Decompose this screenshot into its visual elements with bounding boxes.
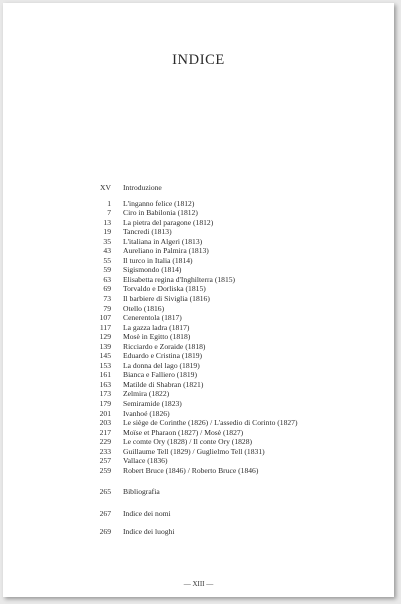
toc-entry bbox=[89, 304, 298, 314]
toc-page-number: 161 bbox=[99, 370, 111, 380]
toc-entry-label: Indice dei nomi bbox=[123, 508, 171, 518]
toc-entry bbox=[89, 447, 298, 457]
toc-entry bbox=[89, 370, 298, 380]
toc-entry bbox=[89, 380, 298, 390]
toc-entry bbox=[89, 265, 298, 275]
toc-entry bbox=[89, 428, 298, 438]
toc-page-number: 203 bbox=[99, 418, 111, 428]
toc-entry bbox=[89, 509, 298, 519]
toc-entry bbox=[89, 218, 298, 228]
toc-page-number: 79 bbox=[103, 303, 111, 313]
toc-page-number: 1 bbox=[107, 198, 111, 208]
toc-entry-label: Ciro in Babilonia (1812) bbox=[123, 208, 198, 218]
toc-entry-label: Cenerentola (1817) bbox=[123, 313, 182, 323]
toc-page-number: 117 bbox=[99, 322, 111, 332]
toc-entry bbox=[89, 183, 298, 193]
toc-entry-label: Moïse et Pharaon (1827) / Mosè (1827) bbox=[123, 427, 244, 437]
toc-entry-label: Introduzione bbox=[123, 183, 162, 192]
toc-entry-label: Eduardo e Cristina (1819) bbox=[123, 351, 203, 361]
toc-entry-label: L'italiana in Algeri (1813) bbox=[123, 236, 203, 246]
toc-page-number: 59 bbox=[103, 265, 111, 275]
toc-entry bbox=[89, 437, 298, 447]
toc-entry bbox=[89, 227, 298, 237]
toc-entry-label: Guillaume Tell (1829) / Guglielmo Tell (1831) bbox=[123, 446, 265, 456]
toc-entry-label: Ivanhoé (1826) bbox=[123, 408, 170, 418]
toc-entry-label: La gazza ladra (1817) bbox=[123, 322, 190, 332]
toc-entry-label: Bibliografia bbox=[123, 487, 160, 497]
toc-page-number: 129 bbox=[99, 332, 111, 342]
toc-entry-label: Semiramide (1823) bbox=[123, 399, 182, 409]
toc-page-number: 55 bbox=[103, 255, 111, 265]
toc-page-number: 7 bbox=[107, 208, 111, 218]
toc-page-number: 233 bbox=[99, 446, 111, 456]
toc-page-number: 43 bbox=[103, 246, 111, 256]
toc-entry-label: Elisabetta regina d'Inghilterra (1815) bbox=[123, 274, 236, 284]
toc-page-number: 139 bbox=[99, 341, 111, 351]
toc-page-number: 13 bbox=[103, 217, 111, 227]
toc-page-number: 217 bbox=[99, 427, 111, 437]
toc-entry bbox=[89, 237, 298, 247]
toc-entry bbox=[89, 275, 298, 285]
toc-page-number: 153 bbox=[99, 360, 111, 370]
toc-entry bbox=[89, 284, 298, 294]
toc-page-number: 73 bbox=[103, 294, 111, 304]
toc-entry bbox=[89, 418, 298, 428]
table-of-contents bbox=[89, 183, 298, 536]
toc-entry-label: Bianca e Falliero (1819) bbox=[123, 370, 198, 380]
toc-page-number: 179 bbox=[99, 399, 111, 409]
toc-page-number: 229 bbox=[99, 437, 111, 447]
toc-entry-label: La donna del lago (1819) bbox=[123, 360, 200, 370]
toc-page-number: 163 bbox=[99, 379, 111, 389]
toc-entry-label: Mosè in Egitto (1818) bbox=[123, 332, 191, 342]
toc-entry bbox=[89, 323, 298, 333]
toc-entry-label: Zelmira (1822) bbox=[123, 389, 170, 399]
toc-page-number: 145 bbox=[99, 351, 111, 361]
toc-page-number: 269 bbox=[99, 526, 111, 536]
toc-entry bbox=[89, 313, 298, 323]
toc-entry-label: Otello (1816) bbox=[123, 303, 165, 313]
toc-page-number: 35 bbox=[103, 236, 111, 246]
toc-entry bbox=[89, 199, 298, 209]
toc-entry-label: Ricciardo e Zoraide (1818) bbox=[123, 341, 206, 351]
toc-entry-label: Torvaldo e Dorliska (1815) bbox=[123, 284, 206, 294]
toc-entry-label: Sigismondo (1814) bbox=[123, 265, 182, 275]
toc-page-number: 257 bbox=[99, 456, 111, 466]
toc-entry-label: Vallace (1836) bbox=[123, 456, 168, 466]
toc-entry bbox=[89, 399, 298, 409]
toc-entry-label: Il turco in Italia (1814) bbox=[123, 255, 193, 265]
toc-entry-label: Indice dei luoghi bbox=[123, 526, 175, 536]
toc-entry bbox=[89, 389, 298, 399]
toc-entry-label: Aureliano in Palmira (1813) bbox=[123, 246, 209, 256]
toc-entry bbox=[89, 342, 298, 352]
toc-page-number: 259 bbox=[99, 465, 111, 475]
toc-entry bbox=[89, 409, 298, 419]
toc-page-number: 265 bbox=[99, 487, 111, 497]
toc-entry bbox=[89, 208, 298, 218]
book-page bbox=[3, 3, 394, 597]
toc-entry bbox=[89, 361, 298, 371]
toc-entry-label: L'inganno felice (1812) bbox=[123, 198, 195, 208]
toc-page-number: 201 bbox=[99, 408, 111, 418]
toc-page-number: 173 bbox=[99, 389, 111, 399]
toc-page-number: XV bbox=[100, 183, 111, 192]
toc-entry bbox=[89, 527, 298, 537]
toc-entry bbox=[89, 332, 298, 342]
toc-entry-label: Matilde di Shabran (1821) bbox=[123, 379, 204, 389]
toc-entry bbox=[89, 256, 298, 266]
toc-entry bbox=[89, 351, 298, 361]
toc-entry-label: Robert Bruce (1846) / Roberto Bruce (1846) bbox=[123, 465, 259, 475]
toc-page-number: 267 bbox=[99, 508, 111, 518]
toc-entry bbox=[89, 294, 298, 304]
toc-page-number: 69 bbox=[103, 284, 111, 294]
toc-entry-label: Tancredi (1813) bbox=[123, 227, 172, 237]
toc-entry-label: Le siège de Corinthe (1826) / L'assedio di Corinto (1827) bbox=[123, 418, 298, 428]
toc-entry bbox=[89, 487, 298, 497]
page-folio: — XIII — bbox=[183, 580, 214, 588]
toc-page-number: 63 bbox=[103, 274, 111, 284]
toc-page-number: 107 bbox=[99, 313, 111, 323]
toc-entry bbox=[89, 456, 298, 466]
toc-entry-label: Il barbiere di Siviglia (1816) bbox=[123, 294, 210, 304]
toc-entry-label: La pietra del paragone (1812) bbox=[123, 217, 214, 227]
page-title: INDICE bbox=[172, 52, 225, 68]
toc-entry-label: Le comte Ory (1828) / Il conte Ory (1828) bbox=[123, 437, 253, 447]
toc-entry bbox=[89, 466, 298, 476]
toc-page-number: 19 bbox=[103, 227, 111, 237]
toc-entry bbox=[89, 246, 298, 256]
